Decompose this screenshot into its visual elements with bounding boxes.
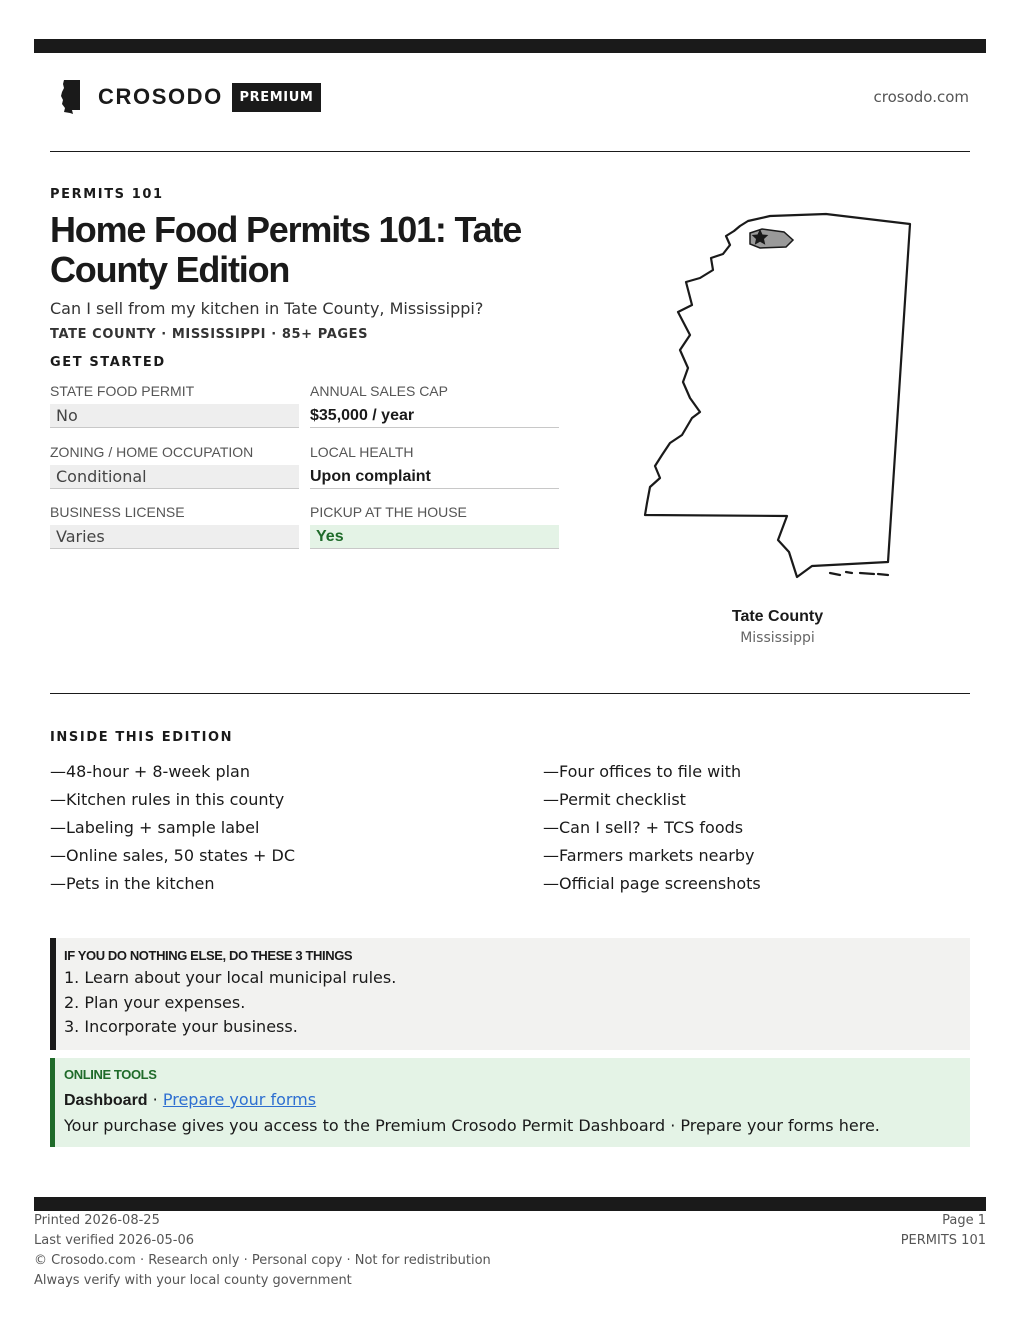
- callout-item: 2. Plan your expenses.: [64, 992, 246, 1012]
- dashboard-label: Dashboard: [64, 1092, 148, 1109]
- stat-annual-sales-cap: [310, 382, 559, 428]
- separator: ·: [147, 1090, 163, 1109]
- toc-right-column: [543, 758, 761, 898]
- bottom-bar: [34, 1197, 986, 1211]
- header: [50, 76, 970, 116]
- copyright: © Crosodo.com · Research only · Personal copy · Not for redistribution: [34, 1253, 491, 1268]
- prepare-forms-link[interactable]: Prepare your forms: [162, 1090, 317, 1109]
- eyebrow: PERMITS 101: [50, 187, 164, 202]
- subtitle: Can I sell from my kitchen in Tate County, Mississippi?: [50, 299, 484, 318]
- stat-label: LOCAL HEALTH: [310, 444, 414, 460]
- tools-description: Your purchase gives you access to the Premium Crosodo Permit Dashboard · Prepare your forms here.: [64, 1116, 880, 1135]
- stat-value: Upon complaint: [310, 465, 559, 489]
- premium-badge: PREMIUM: [232, 83, 321, 112]
- stat-value: $35,000 / year: [310, 404, 559, 428]
- toc-heading: INSIDE THIS EDITION: [50, 730, 234, 745]
- top-bar: [34, 39, 986, 53]
- verified-date: Last verified 2026-05-06: [34, 1233, 194, 1248]
- tools-dashboard-line: [64, 1087, 970, 1113]
- callout-item: 1. Learn about your local municipal rules.: [64, 968, 397, 987]
- page-title: Home Food Permits 101: Tate County Edition: [50, 209, 522, 290]
- toc-item: —Official page screenshots: [543, 874, 761, 893]
- verify-note: Always verify with your local county government: [34, 1273, 352, 1288]
- section-divider: [50, 693, 970, 694]
- toc-item: —Online sales, 50 states + DC: [50, 846, 296, 865]
- gulf-islands: [830, 572, 888, 575]
- stat-label: BUSINESS LICENSE: [50, 504, 185, 520]
- stat-zoning: [50, 443, 299, 489]
- stat-local-health: [310, 443, 559, 489]
- tools-heading: ONLINE TOOLS: [64, 1067, 157, 1082]
- edition-meta: TATE COUNTY · MISSISSIPPI · 85+ PAGES: [50, 327, 369, 342]
- stat-pickup-at-house: [310, 503, 559, 549]
- toc-item: —Farmers markets nearby: [543, 846, 755, 865]
- mississippi-map: [630, 205, 920, 585]
- stat-state-food-permit: [50, 382, 299, 428]
- callout-item: 3. Incorporate your business.: [64, 1017, 298, 1036]
- stat-label: STATE FOOD PERMIT: [50, 383, 195, 399]
- footer-section: PERMITS 101: [900, 1233, 986, 1248]
- site-url[interactable]: crosodo.com: [873, 88, 969, 106]
- three-things-callout: [50, 938, 970, 1050]
- footer-right: [901, 1211, 986, 1251]
- mississippi-state-silhouette-icon: [60, 80, 82, 114]
- header-divider: [50, 151, 970, 152]
- page-number: Page 1: [942, 1213, 986, 1228]
- stat-label: ZONING / HOME OCCUPATION: [50, 444, 254, 460]
- get-started-label: GET STARTED: [50, 355, 166, 370]
- toc-item: —48-hour + 8-week plan: [50, 762, 250, 781]
- map-state-label: Mississippi: [740, 630, 815, 646]
- map-county-label: Tate County: [731, 608, 824, 625]
- callout-heading: IF YOU DO NOTHING ELSE, DO THESE 3 THINGS: [64, 948, 353, 963]
- stat-value: Conditional: [50, 465, 299, 489]
- stat-value: Varies: [50, 525, 299, 549]
- stat-value: Yes: [310, 525, 559, 549]
- toc-item: —Four offices to file with: [543, 762, 742, 781]
- toc-left-column: [50, 758, 295, 898]
- toc-item: —Pets in the kitchen: [50, 874, 215, 893]
- printed-date: Printed 2026-08-25: [34, 1213, 160, 1228]
- stat-value: No: [50, 404, 299, 428]
- stat-business-license: [50, 503, 299, 549]
- toc-item: —Labeling + sample label: [50, 818, 260, 837]
- toc-item: —Permit checklist: [543, 790, 686, 809]
- online-tools-box: [50, 1058, 970, 1147]
- footer-left: [34, 1211, 491, 1291]
- state-outline: [645, 214, 910, 577]
- toc-item: —Can I sell? + TCS foods: [543, 818, 744, 837]
- toc-item: —Kitchen rules in this county: [50, 790, 285, 809]
- stat-label: PICKUP AT THE HOUSE: [310, 504, 467, 520]
- stat-label: ANNUAL SALES CAP: [310, 383, 448, 399]
- brand-name[interactable]: CROSODO: [98, 84, 223, 109]
